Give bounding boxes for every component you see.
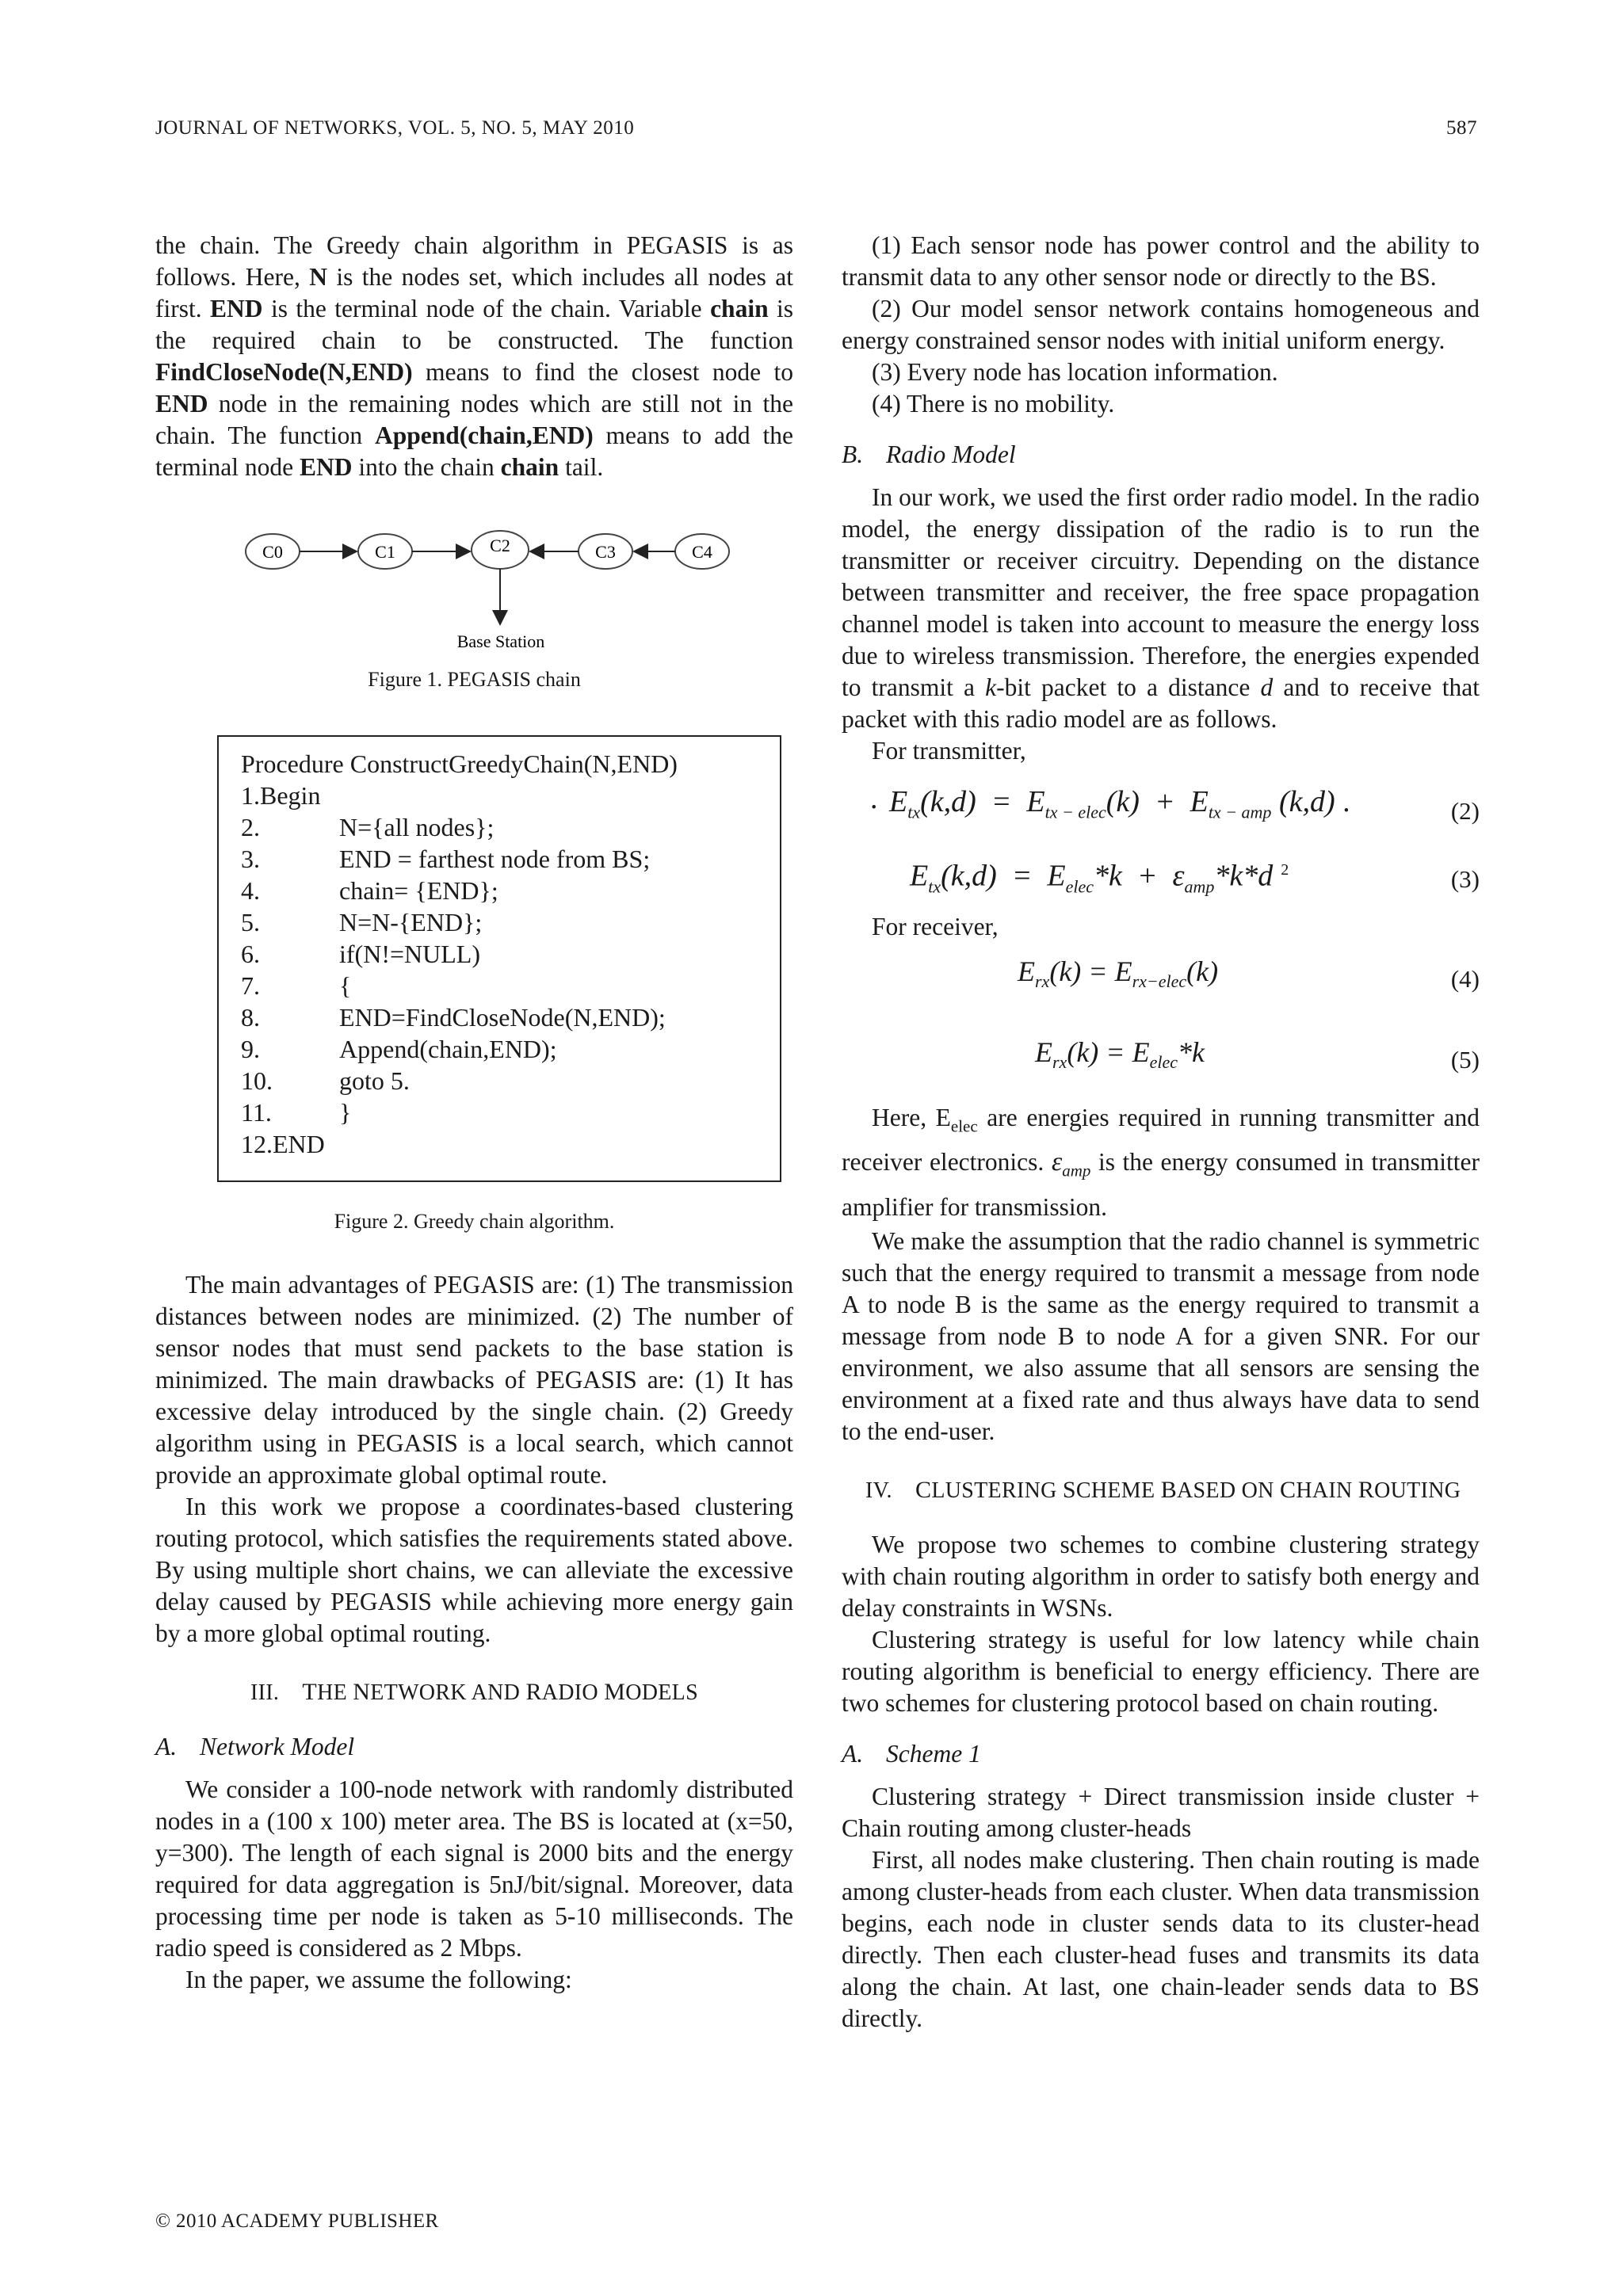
paragraph-here: Here, $E_{elec}$ are energies required in running transmitter and receiver electronics. $\varepsilon_{amp}$ is the energy consumed in transmitter amplifier for transmission. [842, 1104, 1480, 1221]
running-header: JOURNAL OF NETWORKS, VOL. 5, NO. 5, MAY 2010 [155, 117, 635, 139]
figure-2-caption: Figure 2. Greedy chain algorithm. [334, 1210, 615, 1233]
paragraph-advantages: The main advantages of PEGASIS are: (1) The transmission distances between nodes are minimized. (2) The number of sensor nodes that must send packets to the base station is minimized. The main drawbacks of PEGASIS are: (1) It has excessive delay introduced by the single chain. (2) Greedy algorithm using in PEGASIS is a local search, which cannot provide an approximate global optimal route. [155, 1271, 793, 1489]
assumption-2: (2) Our model sensor network contains homogeneous and energy constrained sensor nodes with initial uniform energy. [842, 295, 1480, 354]
algo-line-number: 6. [241, 940, 260, 968]
algo-line [241, 1097, 756, 1128]
section-4-heading: IV. CLUSTERING SCHEME BASED ON CHAIN ROUTING [865, 1476, 1461, 1503]
for-receiver-label: For receiver, [872, 913, 999, 940]
paragraph-network-model: We consider a 100-node network with randomly distributed nodes in a (100 x 100) meter area. The BS is located at (x=50, y=300). The length of each signal is 2000 bits and the energy required for data aggregation is 5nJ/bit/signal. Moreover, data processing time per node is taken as 5-10 milliseconds. The radio speed is considered as 2 Mbps. [155, 1775, 793, 1962]
copyright-footer: © 2010 ACADEMY PUBLISHER [155, 2210, 439, 2232]
node-c4-label: C4 [692, 542, 712, 562]
subsection-a-heading: A. Network Model [155, 1733, 355, 1760]
algo-line [241, 970, 756, 1001]
assumption-3: (3) Every node has location information. [872, 358, 1278, 386]
equation-5: $E_{rx}(k) = E_{elec}*k$ (5) [1035, 1036, 1480, 1074]
subsection-scheme1-heading: A. Scheme 1 [842, 1739, 981, 1768]
algo-line-code: } [339, 1098, 352, 1127]
paragraph-symmetric: We make the assumption that the radio channel is symmetric such that the energy required to transmit a message from node A to node B is the same as the energy required to transmit a message from node B to node A for a given SNR. For our environment, we also assume that all sensors are sensing the environment at a fixed rate and thus always have data to send to the end-user. [842, 1226, 1480, 1445]
node-c0-label: C0 [262, 542, 283, 562]
algo-line-code: END=FindCloseNode(N,END); [339, 1003, 666, 1032]
paragraph-proposal: In this work we propose a coordinates-based clustering routing protocol, which satisfies the requirements stated above. By using multiple short chains, we can alleviate the excessive delay caused by PEGASIS while achieving more energy gain by a more global optimal routing. [155, 1493, 793, 1647]
algo-line [241, 938, 756, 970]
paragraph-scheme1-desc: First, all nodes make clustering. Then chain routing is made among cluster-heads from each cluster. When data transmission begins, each node in cluster sends data to its cluster-head directly. Then each cluster-head fuses and transmits its data along the chain. At last, one chain-leader sends data to BS directly. [842, 1845, 1480, 2032]
paragraph-clustering-strategy: Clustering strategy is useful for low latency while chain routing algorithm is beneficial to energy efficiency. There are two schemes for clustering protocol based on chain routing. [842, 1625, 1480, 1717]
subsection-b-heading: B. Radio Model [842, 441, 1016, 468]
node-c3-label: C3 [595, 542, 616, 562]
for-transmitter-label: For transmitter, [872, 737, 1026, 765]
algo-line-code: goto 5. [339, 1066, 410, 1095]
figure-pegasis-chain [155, 518, 793, 651]
algo-line-number: 3. [241, 845, 260, 873]
paragraph-radio-model: In our work, we used the first order radio model. In the radio model, the energy dissipation of the radio is to run the transmitter or receiver circuitry. Depending on the distance between transmitter and receiver, the free space propagation channel model is taken into account to measure the energy loss due to wireless transmission. Therefore, the energies expended to transmit a k-bit packet to a distance d and to receive that packet with this radio model are as follows. [842, 483, 1480, 733]
assumption-1: (1) Each sensor node has power control and the ability to transmit data to any other sensor node or directly to the BS. [842, 231, 1480, 291]
algo-line-number: 9. [241, 1035, 260, 1063]
equation-2: . $E_{tx}(k,d) = E_{tx - elec}(k) + E_{tx - amp}$ (k,d) . (2) [870, 782, 1480, 825]
algo-line [241, 875, 756, 906]
algo-line-code: Append(chain,END); [339, 1035, 557, 1063]
algo-line-number: 12.END [241, 1130, 325, 1158]
equation-4: $E_{rx}(k) = E_{rx-elec}(k)$ (4) [1018, 955, 1480, 993]
algo-line-number: 7. [241, 971, 260, 1000]
node-c2-label: C2 [490, 536, 510, 555]
algo-line-number: 8. [241, 1003, 260, 1032]
algo-line-code: END = farthest node from BS; [339, 845, 651, 873]
algo-line-number: 1.Begin [241, 781, 321, 810]
base-station-label: Base Station [456, 631, 545, 651]
algo-lines [241, 780, 756, 1160]
paragraph-greedy-intro: the chain. The Greedy chain algorithm in PEGASIS is as follows. Here, N is the nodes set, which includes all nodes at first. END is the terminal node of the chain. Variable chain is the required chain to be constructed. The function FindCloseNode(N,END) means to find the closest node to END node in the remaining nodes which are still not in the chain. The function Append(chain,END) means to add the terminal node END into the chain chain tail. [155, 231, 794, 481]
section-3-heading: III. THE NETWORK AND RADIO MODELS [250, 1679, 698, 1705]
algo-line-number: 11. [241, 1098, 272, 1127]
paragraph-scheme1-def: Clustering strategy + Direct transmission inside cluster + Chain routing among cluster-heads [842, 1782, 1480, 1842]
algo-line-number: 5. [241, 908, 260, 936]
page-number: 587 [1446, 117, 1477, 139]
algo-line-number: 4. [241, 876, 260, 905]
algo-line [241, 1001, 756, 1033]
pegasis-chain-diagram [155, 518, 793, 651]
algo-line [241, 1128, 756, 1160]
algo-line [241, 843, 756, 875]
algo-line-number: 10. [241, 1066, 273, 1095]
equation-3: $E_{tx}(k,d) = E_{elec}*k + \varepsilon_{amp}*k*d$ $^2$ (3) [910, 859, 1480, 897]
figure-1-caption: Figure 1. PEGASIS chain [368, 668, 581, 691]
greedy-chain-algorithm-box [217, 735, 781, 1182]
algo-title: Procedure ConstructGreedyChain(N,END) [241, 749, 678, 778]
algo-line [241, 780, 756, 811]
algo-line-code: N={all nodes}; [339, 813, 495, 841]
algo-line-code: N=N-{END}; [339, 908, 483, 936]
algo-line [241, 1033, 756, 1065]
left-column [155, 230, 793, 1996]
algo-line-code: if(N!=NULL) [339, 940, 480, 968]
node-c1-label: C1 [375, 542, 395, 562]
algo-line [241, 906, 756, 938]
assumption-4: (4) There is no mobility. [872, 390, 1115, 418]
algo-line-code: chain= {END}; [339, 876, 498, 905]
paragraph-assume: In the paper, we assume the following: [185, 1966, 572, 1993]
right-column [842, 230, 1480, 2035]
algo-line [241, 811, 756, 843]
algo-line-number: 2. [241, 813, 260, 841]
algo-line [241, 1065, 756, 1097]
algo-line-code: { [339, 971, 352, 1000]
paragraph-two-schemes: We propose two schemes to combine clustering strategy with chain routing algorithm in order to satisfy both energy and delay constraints in WSNs. [842, 1530, 1480, 1622]
